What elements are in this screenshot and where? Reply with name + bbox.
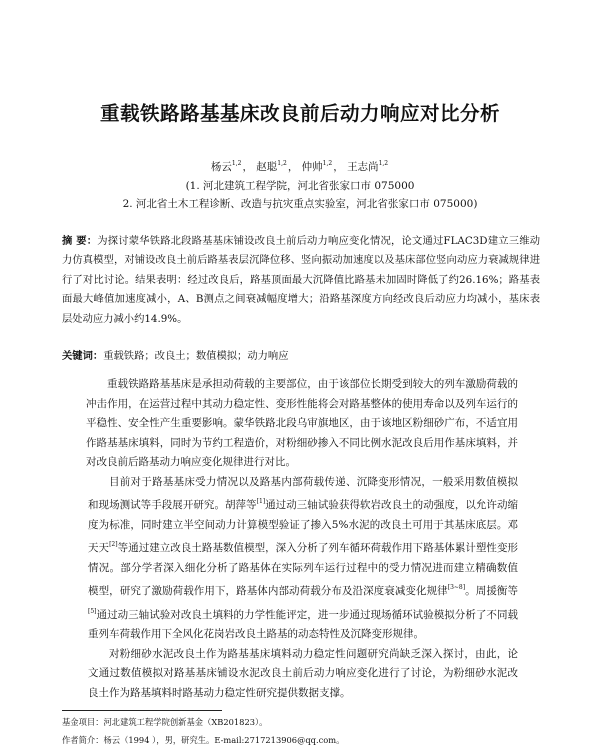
body-paragraph: 对粉细砂水泥改良土作为路基基床填料动力稳定性问题研究尚缺乏深入探讨，由此，论文通过数值模拟对路基基床铺设水泥改良土前后动力响应变化进行了讨论，为粉细砂水泥改良土作为路基填料时路基动力稳定性研究提供数据支撑。 <box>88 647 518 699</box>
author-affiliation-mark: 1,2 <box>322 160 333 167</box>
body-text <box>88 375 518 703</box>
body-paragraph: 目前对于路基基床受力情况以及路基内部荷载传递、沉降变形情况，一般采用数值模拟和现场测试等手段展开研究。胡萍等[1]通过动三轴试验获得软岩改良土的动强度，以允许动缩度为标准，同时建立半空间动力计算模型验证了掺入5%水泥的改良土可用于其基床底层。邓天天[2]等通过建立改良土路基数值模型，深入分析了列车循环荷载作用下路基体累计塑性变形情况。部分学者深入细化分析了路基体在实际列车运行过程中的受力情况进而建立精确数值模型，研究了激励荷载作用下，路基体内部动荷载分布及沿深度衰减变化规律[3~8]。周援衡等[5]通过动三轴试验对改良土填料的力学性能评定，进一步通过现场循环试验模拟分析了不同载重列车荷载作用下全风化花岗岩改良土路基的动态特性及沉降变形规律。 <box>88 475 519 640</box>
abstract-label: 摘 要： <box>62 235 98 247</box>
keywords-label: 关键词： <box>62 350 104 362</box>
footnote-fund: 基金项目：河北建筑工程学院创新基金（XB201823）。 <box>62 717 268 727</box>
paper-title: 重载铁路路基基床改良前后动力响应对比分析 <box>99 102 500 125</box>
author-name: 仲帅 <box>301 161 323 173</box>
author-affiliation-mark: 1,2 <box>231 160 242 167</box>
keywords-text: 重载铁路；改良土；数值模拟；动力响应 <box>103 350 289 362</box>
author-name: 赵聪 <box>256 161 278 173</box>
keywords <box>62 347 540 366</box>
abstract-text: 为探讨蒙华铁路北段路基基床铺设改良土前后动力响应变化情况，论文通过FLAC3D建立三维动力仿真模型，对铺设改良土前后路基表层沉降位移、竖向振动加速度以及基床部位竖向动应力衰减规律进行了对比讨论。结果表明：经过改良后，路基顶面最大沉降值比路基未加固时降低了约26.16%；路基表面最大峰值加速度减小，A、B测点之间衰减幅度增大；沿路基深度方向经改良后动应力均减小，基床表层处动应力减小约14.9%。 <box>62 235 540 325</box>
citation-ref: [5] <box>88 607 97 615</box>
author-affiliation-mark: 1,2 <box>378 160 389 167</box>
citation-ref: [3~8] <box>447 584 466 591</box>
affiliation-2: 2. 河北省土木工程诊断、改造与抗灾重点实验室，河北省张家口市 075000) <box>122 198 478 210</box>
abstract <box>62 232 540 329</box>
author-name: 杨云 <box>210 161 232 173</box>
citation-ref: [2] <box>109 541 118 548</box>
citation-ref: [1] <box>256 498 266 505</box>
author-list: 杨云$^{1,2}$， 赵聪$^{1,2}$， 仲帅$^{1,2}$， 王志尚$^{1,2}$ <box>210 160 389 173</box>
footnote-author: 作者简介：杨云（1994 ），男，研究生。E-mail:2717213906@qq.com。 <box>62 735 345 745</box>
affiliation-1: (1. 河北建筑工程学院，河北省张家口市 075000 <box>185 180 415 192</box>
footnote-divider <box>62 710 222 711</box>
body-paragraph: 重载铁路路基基床是承担动荷载的主要部位，由于该部位长期受到较大的列车激励荷载的冲击作用，在运营过程中其动力稳定性、变形性能将会对路基整体的使用寿命以及列车运行的平稳性、安全性产生重要影响。蒙华铁路北段乌审旗地区，由于该地区粉细砂广布，不适宜用作路基基床填料，同时为节约工程造价，对粉细砂掺入不同比例水泥改良后用作基床填料，并对改良前后路基动力响应变化规律进行对比。 <box>86 378 518 468</box>
author-name: 王志尚 <box>347 161 379 173</box>
author-affiliation-mark: 1,2 <box>277 160 287 167</box>
